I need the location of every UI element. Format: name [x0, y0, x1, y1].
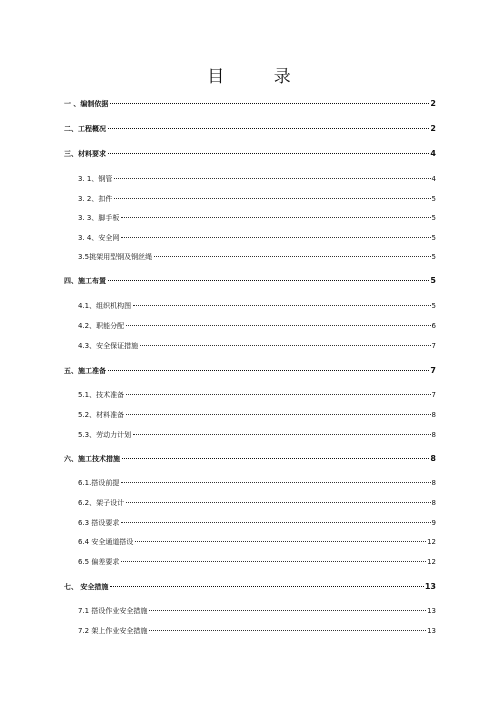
dot-leader — [133, 424, 430, 435]
dot-leader — [121, 512, 430, 523]
toc-subsection-entry[interactable] — [78, 553, 436, 567]
toc-page-number: 5 — [431, 214, 436, 222]
toc-page-number: 13 — [427, 607, 436, 615]
dot-leader — [108, 270, 429, 281]
toc-page-number: 8 — [431, 431, 436, 439]
toc-page-number: 6 — [431, 322, 436, 330]
toc-entry-label: 7.1 搭设作业安全措施 — [78, 607, 148, 615]
toc-subsection-entry[interactable] — [78, 406, 436, 420]
toc-page-number: 7 — [431, 342, 436, 350]
toc-entry-label: 4.3、安全保证措施 — [78, 342, 139, 350]
toc-page-number: 5 — [431, 253, 436, 261]
toc-entry-label: 3. 1、钢管 — [78, 175, 113, 183]
toc-section-entry[interactable] — [64, 272, 436, 286]
dot-leader — [122, 448, 429, 459]
toc-subsection-entry[interactable] — [78, 170, 436, 184]
dot-leader — [121, 551, 426, 562]
toc-entry-label: 四、施工布置 — [64, 277, 106, 285]
toc-page-number: 8 — [430, 454, 436, 463]
toc-entry-label: 6.5 偏差要求 — [78, 558, 120, 566]
page-title: 目 录 — [207, 67, 313, 87]
toc-page-number: 2 — [430, 99, 436, 108]
toc-subsection-entry[interactable] — [78, 337, 436, 351]
dot-leader — [110, 576, 423, 587]
toc-section-entry[interactable] — [64, 145, 436, 159]
toc-entry-label: 二、工程概况 — [64, 125, 106, 133]
dot-leader — [114, 188, 430, 199]
dot-leader — [108, 360, 429, 371]
toc-subsection-entry[interactable] — [78, 190, 436, 204]
toc-entry-label: 4.1、组织机构图 — [78, 302, 132, 310]
dot-leader — [126, 492, 430, 503]
toc-entry-label: 6.2、架子设计 — [78, 499, 125, 507]
toc-subsection-entry[interactable] — [78, 474, 436, 488]
toc-subsection-entry[interactable] — [78, 297, 436, 311]
toc-page-number: 8 — [431, 499, 436, 507]
toc-page-number: 13 — [427, 627, 436, 635]
dot-leader — [126, 315, 430, 326]
toc-page-number: 9 — [431, 519, 436, 527]
toc-entry-label: 3. 2、扣件 — [78, 195, 113, 203]
toc-page-number: 4 — [430, 149, 436, 158]
toc-page-number: 12 — [427, 538, 436, 546]
toc-entry-label: 5.3、劳动力计划 — [78, 431, 132, 439]
toc-entry-label: 6.1.搭设前提 — [78, 479, 120, 487]
dot-leader — [140, 335, 430, 346]
toc-section-entry[interactable] — [64, 362, 436, 376]
toc-section-entry[interactable] — [64, 120, 436, 134]
toc-entry-label: 七、 安全措施 — [64, 583, 109, 591]
toc-page-number: 4 — [431, 175, 436, 183]
toc-entry-label: 六、施工技术措施 — [64, 455, 120, 463]
toc-entry-label: 7.2 架上作业安全措施 — [78, 627, 148, 635]
dot-leader — [126, 404, 430, 415]
toc-entry-label: 一 、编制依据 — [64, 100, 109, 108]
dot-leader — [121, 472, 430, 483]
dot-leader — [154, 246, 430, 257]
dot-leader — [108, 143, 429, 154]
toc-page-number: 12 — [427, 558, 436, 566]
toc-entry-label: 5.2、材料准备 — [78, 411, 125, 419]
dot-leader — [149, 620, 426, 631]
toc-entry-label: 3. 3、脚手板 — [78, 214, 120, 222]
toc-subsection-entry[interactable] — [78, 248, 436, 262]
dot-leader — [133, 295, 430, 306]
dot-leader — [121, 207, 430, 218]
toc-subsection-entry[interactable] — [78, 229, 436, 243]
toc-entry-label: 五、施工准备 — [64, 367, 106, 375]
toc-entry-label: 6.3 搭设要求 — [78, 519, 120, 527]
toc-entry-label: 3.5挑架用型钢及钢丝绳 — [78, 253, 153, 261]
toc-page-number: 5 — [431, 195, 436, 203]
toc-section-entry[interactable] — [64, 578, 436, 592]
dot-leader — [108, 118, 429, 129]
dot-leader — [126, 384, 430, 395]
dot-leader — [135, 531, 426, 542]
toc-page-number: 7 — [430, 366, 436, 375]
toc-subsection-entry[interactable] — [78, 426, 436, 440]
dot-leader — [149, 600, 426, 611]
toc-entry-label: 4.2、职能分配 — [78, 322, 125, 330]
toc-page-number: 8 — [431, 411, 436, 419]
toc-section-entry[interactable] — [64, 95, 436, 109]
dot-leader — [114, 168, 430, 179]
dot-leader — [121, 227, 430, 238]
toc-page-number: 8 — [431, 479, 436, 487]
toc-entry-label: 5.1、技术准备 — [78, 391, 125, 399]
toc-page-number: 7 — [431, 391, 436, 399]
toc-page-number: 5 — [430, 276, 436, 285]
toc-subsection-entry[interactable] — [78, 533, 436, 547]
toc-subsection-entry[interactable] — [78, 602, 436, 616]
toc-subsection-entry[interactable] — [78, 494, 436, 508]
toc-subsection-entry[interactable] — [78, 514, 436, 528]
toc-page-number: 5 — [431, 302, 436, 310]
dot-leader — [110, 93, 429, 104]
toc-subsection-entry[interactable] — [78, 622, 436, 636]
toc-subsection-entry[interactable] — [78, 209, 436, 223]
toc-page-number: 2 — [430, 124, 436, 133]
toc-entry-label: 6.4 安全通道搭设 — [78, 538, 134, 546]
toc-page-number: 13 — [424, 582, 436, 591]
toc-entry-label: 3. 4、安全网 — [78, 234, 120, 242]
toc-entry-label: 三、材料要求 — [64, 150, 106, 158]
toc-subsection-entry[interactable] — [78, 317, 436, 331]
toc-page-number: 5 — [431, 234, 436, 242]
toc-subsection-entry[interactable] — [78, 386, 436, 400]
toc-section-entry[interactable] — [64, 450, 436, 464]
